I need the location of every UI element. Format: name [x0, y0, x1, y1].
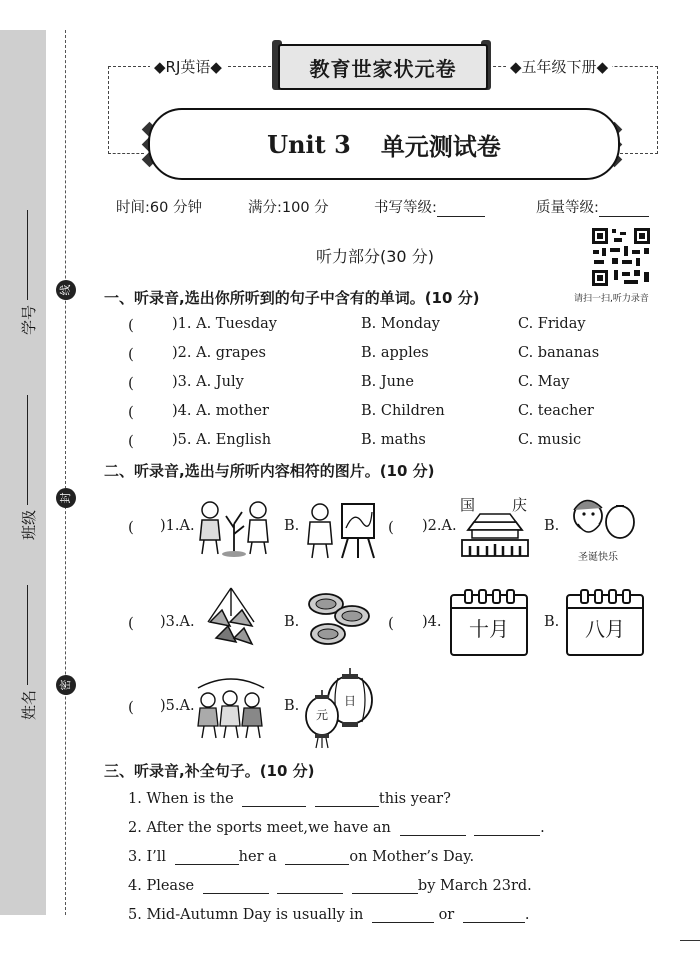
- sentence-2-part: 2. After the sports meet,we have an: [128, 820, 391, 836]
- lanterns-icon: [298, 668, 378, 750]
- answer-paren[interactable]: (: [128, 432, 134, 450]
- seal-xian: 线: [56, 280, 76, 300]
- answer-paren[interactable]: (: [388, 518, 394, 536]
- sentence-5-part: .: [524, 907, 530, 923]
- test-title: 单元测试卷: [380, 131, 501, 161]
- item4-b: B. Children: [361, 403, 445, 419]
- item3-a: )3. A. July: [172, 374, 244, 390]
- lantern-char-2: 日: [344, 694, 357, 708]
- childrens-day-icon: [194, 676, 268, 740]
- sentence-3: [128, 848, 474, 865]
- answer-paren[interactable]: (: [128, 698, 134, 716]
- item5-b: B. maths: [361, 432, 426, 448]
- guoqing-char-2: 庆: [512, 496, 528, 514]
- binding-line: [65, 30, 66, 915]
- writing-grade-blank[interactable]: [437, 200, 485, 217]
- fill-blank[interactable]: [277, 877, 343, 894]
- student-id-label: 学号: [20, 304, 38, 335]
- seal-mi: 密: [56, 675, 76, 695]
- planting-trees-icon: [192, 494, 276, 558]
- answer-paren[interactable]: (: [128, 403, 134, 421]
- listening-title: 听力部分(30 分): [316, 247, 434, 266]
- sentence-2-part: .: [540, 820, 545, 836]
- item5-c: C. music: [518, 432, 582, 448]
- fill-blank[interactable]: [285, 848, 349, 865]
- score-info: 满分:100 分: [248, 200, 329, 216]
- guoqing-char-1: 国: [460, 496, 476, 514]
- fill-blank[interactable]: [242, 790, 306, 807]
- item2-c: C. bananas: [518, 345, 600, 361]
- name-line: [27, 585, 28, 685]
- item3-c: C. May: [518, 374, 570, 390]
- pic-q2-label: )2.A.: [422, 518, 457, 534]
- fill-blank[interactable]: [400, 819, 466, 836]
- header-dash-left-v: [108, 66, 109, 154]
- lantern-char-1: 元: [316, 708, 329, 722]
- quality-grade: [536, 196, 649, 217]
- pic-option-b: B.: [284, 614, 300, 630]
- answer-paren[interactable]: (: [388, 614, 394, 632]
- tiananmen-icon: [460, 512, 530, 558]
- header-dash-right-bottom: [620, 153, 658, 154]
- sentence-2: [128, 819, 545, 836]
- pic-q5-label: )5.A.: [160, 698, 195, 714]
- qr-code-icon[interactable]: [590, 226, 652, 288]
- calendar-august-icon: [566, 594, 644, 656]
- mooncakes-icon: [304, 590, 372, 652]
- fill-blank[interactable]: [463, 906, 525, 923]
- christmas-caption: 圣诞快乐: [578, 552, 618, 563]
- pic-option-b: B.: [544, 614, 560, 630]
- test-banner: [148, 108, 620, 180]
- grade-tag: ◆五年级下册◆: [506, 56, 612, 77]
- item4-c: C. teacher: [518, 403, 594, 419]
- sentence-5: [128, 906, 529, 923]
- sentence-5-part: 5. Mid-Autumn Day is usually in: [128, 907, 364, 923]
- writing-grade-label: 书写等级:: [374, 200, 437, 216]
- section1-title: 一、听录音,选出你所听到的句子中含有的单词。(10 分): [104, 289, 480, 307]
- pic-option-b: B.: [284, 698, 300, 714]
- answer-paren[interactable]: (: [128, 345, 134, 363]
- item1-b: B. Monday: [361, 316, 440, 332]
- item3-b: B. June: [361, 374, 414, 390]
- sentence-1: [128, 790, 451, 807]
- fill-blank[interactable]: [203, 877, 269, 894]
- sentence-3-part: her a: [238, 849, 277, 865]
- time-info: 时间:60 分钟: [116, 200, 202, 216]
- class-label: 班级: [20, 509, 38, 540]
- quality-grade-blank[interactable]: [599, 200, 649, 217]
- writing-grade: [374, 196, 485, 217]
- painting-icon: [302, 498, 386, 560]
- item2-b: B. apples: [361, 345, 429, 361]
- grade-tag-text: 五年级下册: [521, 58, 597, 76]
- sentence-1-part: this year?: [378, 791, 451, 807]
- item1-a: )1. A. Tuesday: [172, 316, 277, 332]
- edition-tag-text: RJ英语: [165, 58, 211, 76]
- header-dash-left-bottom: [108, 153, 144, 154]
- page-corner-mark: [680, 940, 700, 941]
- answer-paren[interactable]: (: [128, 374, 134, 392]
- santa-claus-icon: [566, 496, 636, 544]
- fill-blank[interactable]: [372, 906, 434, 923]
- quality-grade-label: 质量等级:: [536, 200, 599, 216]
- answer-paren[interactable]: (: [128, 614, 134, 632]
- sentence-4: [128, 877, 532, 894]
- item2-a: )2. A. grapes: [172, 345, 266, 361]
- edition-tag: ◆RJ英语◆: [150, 56, 226, 77]
- pic-q1-label: )1.A.: [160, 518, 195, 534]
- binding-strip: [0, 30, 46, 915]
- section3-title: 三、听录音,补全句子。(10 分): [104, 762, 315, 780]
- fill-blank[interactable]: [352, 877, 418, 894]
- calendar-august-text: 八月: [585, 617, 625, 641]
- sentence-4-part: 4. Please: [128, 878, 195, 894]
- class-line: [27, 395, 28, 505]
- pic-q4-label: )4.: [422, 614, 442, 630]
- unit-label: Unit 3: [267, 129, 351, 159]
- pic-q3-label: )3.A.: [160, 614, 195, 630]
- fill-blank[interactable]: [175, 848, 239, 865]
- seal-feng: 封: [56, 488, 76, 508]
- series-title: 教育世家状元卷: [278, 44, 488, 90]
- name-label: 姓名: [20, 689, 38, 720]
- qr-note: 请扫一扫,听力录音: [574, 294, 649, 304]
- calendar-october-text: 十月: [469, 617, 509, 641]
- sentence-3-part: 3. I’ll: [128, 849, 167, 865]
- pic-option-b: B.: [284, 518, 300, 534]
- header-dash-right-v: [657, 66, 658, 154]
- zongzi-icon: [200, 586, 262, 648]
- item1-c: C. Friday: [518, 316, 586, 332]
- item4-a: )4. A. mother: [172, 403, 269, 419]
- pic-option-b: B.: [544, 518, 560, 534]
- answer-paren[interactable]: (: [128, 518, 134, 536]
- fill-blank[interactable]: [474, 819, 540, 836]
- fill-blank[interactable]: [315, 790, 379, 807]
- answer-paren[interactable]: (: [128, 316, 134, 334]
- sentence-5-part: or: [438, 907, 455, 923]
- item5-a: )5. A. English: [172, 432, 272, 448]
- section2-title: 二、听录音,选出与所听内容相符的图片。(10 分): [104, 462, 435, 480]
- sentence-1-part: 1. When is the: [128, 791, 234, 807]
- sentence-4-part: by March 23rd.: [417, 878, 532, 894]
- calendar-october-icon: [450, 594, 528, 656]
- sentence-3-part: on Mother’s Day.: [349, 849, 475, 865]
- student-id-line: [27, 210, 28, 300]
